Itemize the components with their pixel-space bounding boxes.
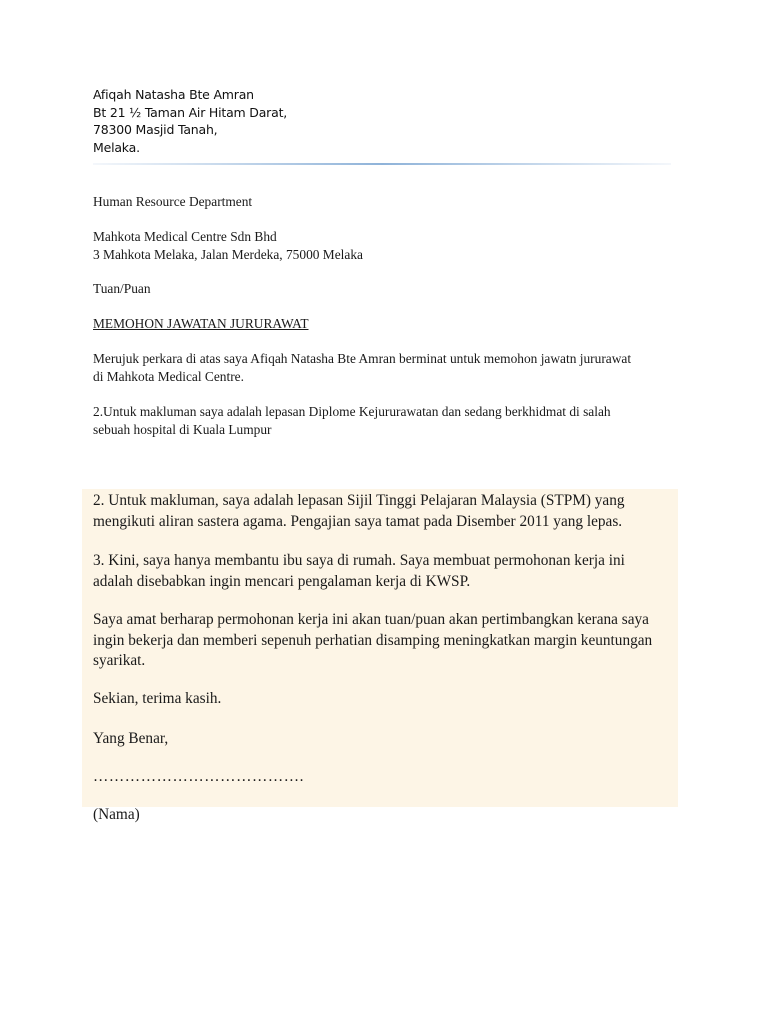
template-p2-line-2: mengikuti aliran sastera agama. Pengajian saya tamat pada Disember 2011 yang lepas. <box>93 512 623 530</box>
qualification-line-2: sebuah hospital di Kuala Lumpur <box>93 421 272 437</box>
recipient-address: 3 Mahkota Melaka, Jalan Merdeka, 75000 Melaka <box>93 246 363 262</box>
name-placeholder: (Nama) <box>93 806 140 823</box>
template-p2-line-1: 2. Untuk makluman, saya adalah lepasan Sijil Tinggi Pelajaran Malaysia (STPM) yang <box>93 492 625 509</box>
sender-address-line-3: Melaka. <box>93 139 140 155</box>
signoff-line: Yang Benar, <box>93 730 169 747</box>
paragraph-qualification <box>93 403 611 438</box>
template-paragraph-3 <box>93 551 625 592</box>
template-p4-line-1: Saya amat berharap permohonan kerja ini akan tuan/puan akan pertimbangkan kerana saya <box>93 611 649 628</box>
template-p4-line-2: ingin bekerja dan memberi sepenuh perhatian disamping meningkatkan margin keuntungan <box>93 631 653 649</box>
closing-line: Sekian, terima kasih. <box>93 690 222 707</box>
sender-address-block <box>93 86 287 156</box>
template-p3-line-1: 3. Kini, saya hanya membantu ibu saya di rumah. Saya membuat permohonan kerja ini <box>93 552 625 569</box>
header-divider <box>93 163 671 165</box>
recipient-department: Human Resource Department <box>93 194 253 209</box>
template-paragraph-2 <box>93 491 625 532</box>
template-p4-line-3: syarikat. <box>93 652 146 669</box>
recipient-company-block <box>93 228 363 263</box>
intro-paragraph <box>93 350 631 385</box>
intro-line-2: di Mahkota Medical Centre. <box>93 368 244 384</box>
letter-subject: MEMOHON JAWATAN JURURAWAT <box>93 316 309 331</box>
template-paragraph-4 <box>93 610 652 672</box>
qualification-line-1: 2.Untuk makluman saya adalah lepasan Diplome Kejururawatan dan sedang berkhidmat di salah <box>93 404 611 419</box>
template-p3-line-2: adalah disebabkan ingin mencari pengalaman kerja di KWSP. <box>93 572 471 590</box>
recipient-company: Mahkota Medical Centre Sdn Bhd <box>93 229 277 244</box>
sender-address-line-1: Bt 21 ½ Taman Air Hitam Darat, <box>93 104 288 120</box>
sender-address-line-2: 78300 Masjid Tanah, <box>93 122 218 137</box>
signature-line: …………………………………. <box>93 768 305 785</box>
salutation: Tuan/Puan <box>93 281 151 296</box>
sender-name: Afiqah Natasha Bte Amran <box>93 87 254 102</box>
intro-line-1: Merujuk perkara di atas saya Afiqah Natasha Bte Amran berminat untuk memohon jawatn jururawat <box>93 351 632 366</box>
